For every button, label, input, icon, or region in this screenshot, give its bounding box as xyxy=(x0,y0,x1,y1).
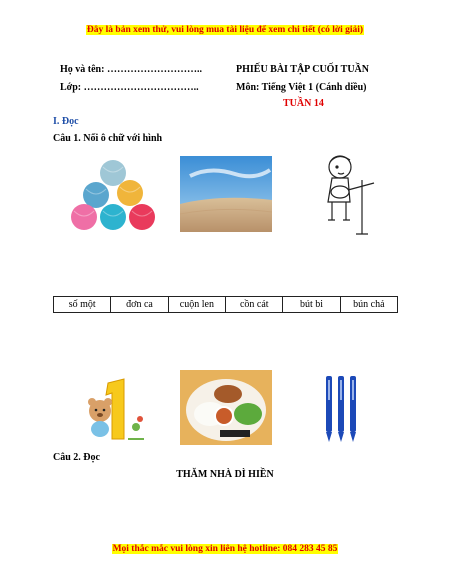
blue-pens-image xyxy=(322,374,362,444)
student-class-line: Lớp: …………………………….. xyxy=(60,82,199,93)
yarn-balls-image xyxy=(68,155,158,235)
worksheet-subject: Môn: Tiếng Việt 1 (Cánh diều) xyxy=(236,82,367,93)
food-plate-image xyxy=(180,370,272,445)
word-box[interactable]: đơn ca xyxy=(111,297,168,313)
worksheet-week: TUẦN 14 xyxy=(283,98,324,109)
preview-notice-text: Đây là bản xem thử, vui lòng mua tài liệu để xem chi tiết (có lời giải) xyxy=(86,25,364,35)
word-box[interactable]: bún chả xyxy=(340,297,397,313)
word-box[interactable]: cồn cát xyxy=(226,297,283,313)
question-2-heading: Câu 2. Đọc xyxy=(53,452,100,463)
sand-dune-image xyxy=(180,156,272,232)
boy-singer-image xyxy=(318,150,378,236)
question-1-heading: Câu 1. Nối ô chữ với hình xyxy=(53,133,163,144)
hotline-text: Mọi thắc mắc vui lòng xin liên hệ hotline: 084 283 45 85 xyxy=(112,544,338,554)
number-one-bear-image xyxy=(78,375,150,447)
preview-notice-banner xyxy=(0,25,450,35)
student-name-line: Họ và tên: ……………………….. xyxy=(60,64,202,75)
section-heading: I. Đọc xyxy=(53,116,79,127)
reading-title: THĂM NHÀ DÌ HIỀN xyxy=(176,469,274,480)
worksheet-title: PHIẾU BÀI TẬP CUỐI TUẦN xyxy=(236,64,369,75)
word-box[interactable]: số một xyxy=(54,297,111,313)
hotline-banner xyxy=(0,544,450,554)
word-box[interactable]: bút bi xyxy=(283,297,340,313)
word-box[interactable]: cuộn len xyxy=(168,297,225,313)
word-box-table xyxy=(53,296,398,313)
